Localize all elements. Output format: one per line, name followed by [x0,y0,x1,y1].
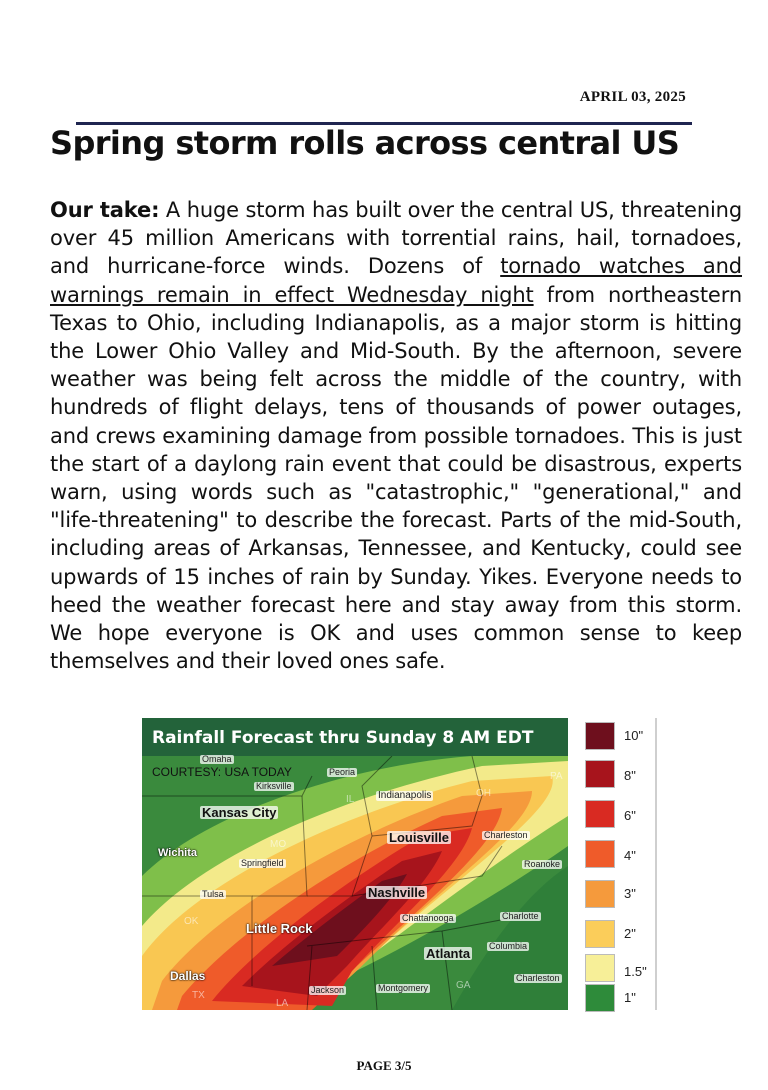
state-oh: OH [476,788,491,799]
legend-label-8: 8" [624,768,636,783]
article-text-1: A huge storm has built over the central US, threatening over 45 million Americans with torrential rains, hail, tornadoes, and hurricane-force winds. Dozens of [50,198,742,279]
article-body [50,196,742,675]
article-text-2: from northeastern Texas to Ohio, including Indianapolis, as a major storm is hitting the Lower Ohio Valley and Mid-South. By the afternoon, severe weather was being felt across the middle of the country, with hundreds of flight delays, tens of thousands of power outages, and crews examining damage from possible tornadoes. This is just the start of a daylong rain event that could be disastrous, experts warn, using words such as "catastrophic," "generational," and "life-threatening" to describe the forecast. Parts of the mid-South, including areas of Arkansas, Tennessee, and Kentucky, could see upwards of 15 inches of rain by Sunday. Yikes. Everyone needs to heed the weather forecast here and stay away from this storm. We hope everyone is OK and uses common sense to keep themselves and their loved ones safe. [50,282,742,674]
city-kansas-city: Kansas City [202,805,277,820]
city-omaha: Omaha [202,754,232,764]
tornado-watch-link[interactable]: tornado watches and warnings remain in effect Wednesday night [50,254,742,307]
city-dallas: Dallas [170,969,206,983]
rainfall-map-graphic [142,756,568,1010]
legend-swatch-10 [585,722,615,750]
state-la: LA [276,998,289,1009]
map-title: Rainfall Forecast thru Sunday 8 AM EDT [142,718,568,756]
city-nashville: Nashville [368,885,426,900]
state-il: IL [346,794,355,805]
rainfall-legend [580,716,660,1012]
city-charlotte: Charlotte [502,911,539,921]
legend-axis [655,718,657,1010]
map-courtesy-credit: COURTESY: USA TODAY [152,765,292,779]
city-jackson: Jackson [311,985,345,995]
legend-swatch-1 [585,984,615,1012]
legend-swatch-2 [585,920,615,948]
city-louisville: Louisville [389,830,449,845]
legend-label-2: 2" [624,926,636,941]
page-number: PAGE 3/5 [356,1058,412,1073]
state-ok: OK [184,916,199,927]
city-montgomery: Montgomery [378,983,429,993]
city-chattanooga: Chattanooga [402,913,454,923]
headline: Spring storm rolls across central US [50,124,680,162]
legend-label-3: 3" [624,886,636,901]
rainfall-map [142,718,568,1010]
issue-date: APRIL 03, 2025 [579,89,686,105]
city-wichita: Wichita [158,847,198,859]
legend-swatch-1-5 [585,954,615,982]
state-ga: GA [456,980,471,991]
city-tulsa: Tulsa [202,889,224,899]
legend-label-4: 4" [624,848,636,863]
legend-swatch-6 [585,800,615,828]
city-springfield: Springfield [241,858,284,868]
city-kirksville: Kirksville [256,781,292,791]
legend-label-10: 10" [624,728,644,743]
city-columbia: Columbia [489,941,528,951]
state-mo: MO [270,839,287,850]
legend-label-1-5: 1.5" [624,964,647,979]
city-little-rock: Little Rock [246,921,313,936]
legend-swatch-3 [585,880,615,908]
legend-label-1: 1" [624,990,636,1005]
lead-label: Our take: [50,198,160,222]
city-roanoke: Roanoke [524,859,561,869]
city-peoria: Peoria [329,767,356,777]
city-atlanta: Atlanta [426,946,471,961]
city-charleston-wv: Charleston [484,830,528,840]
city-indianapolis: Indianapolis [378,790,432,801]
legend-label-6: 6" [624,808,636,823]
state-tx: TX [192,990,205,1001]
state-pa: PA [550,771,563,782]
legend-swatch-4 [585,840,615,868]
legend-swatch-8 [585,760,615,788]
city-charleston-sc: Charleston [516,973,560,983]
